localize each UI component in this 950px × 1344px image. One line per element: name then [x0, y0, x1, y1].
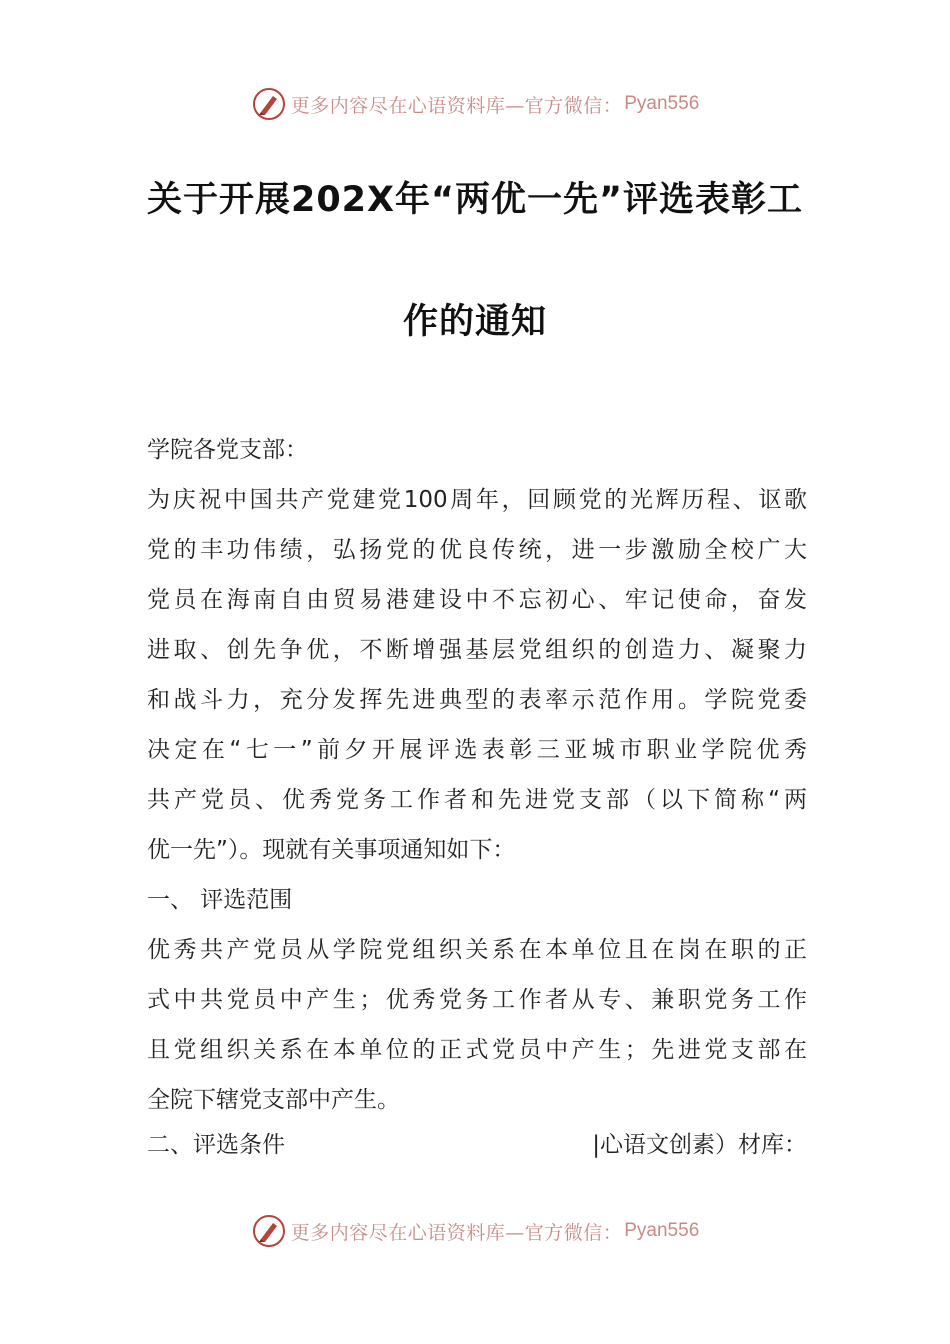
intro-line: 进取、创先争优，不断增强基层党组织的创造力、凝聚力: [147, 637, 807, 663]
salutation: 学院各党支部：: [147, 437, 308, 463]
section-1-line: 全院下辖党支部中产生。: [147, 1087, 400, 1113]
document-title-line-1: 关于开展202X年“两优一先”评选表彰工: [146, 180, 804, 220]
section-1-line: 且党组织关系在本单位的正式党员中产生；先进党支部在: [147, 1037, 807, 1063]
watermark-wechat-id: Pyan556: [624, 93, 700, 114]
intro-line: 和战斗力，充分发挥先进典型的表率示范作用。学院党委: [147, 687, 807, 713]
watermark-text: 更多内容尽在心语资料库—官方微信：: [290, 94, 623, 117]
intro-line: 党的丰功伟绩，弘扬党的优良传统，进一步激励全校广大: [147, 537, 807, 563]
watermark-wechat-id: Pyan556: [624, 1220, 700, 1241]
section-2-heading: 二、评选条件: [147, 1132, 285, 1158]
section-2-overlay-text: |心语文创素）材库：: [592, 1132, 807, 1158]
section-1-line: 优秀共产党员从学院党组织关系在本单位且在岗在职的正: [147, 937, 807, 963]
watermark-header: [0, 82, 950, 126]
pen-logo-icon: [251, 86, 287, 122]
intro-line: 优一先”）。现就有关事项通知如下：: [147, 837, 516, 863]
watermark-footer: [0, 1209, 950, 1253]
watermark-text: 更多内容尽在心语资料库—官方微信：: [290, 1221, 623, 1244]
document-title-line-2: 作的通知: [402, 302, 547, 342]
section-2-heading-row: [147, 1129, 807, 1161]
intro-line: 共产党员、优秀党务工作者和先进党支部（以下简称“两: [147, 787, 807, 813]
intro-line: 党员在海南自由贸易港建设中不忘初心、牢记使命，奋发: [147, 587, 807, 613]
pen-logo-icon: [251, 1213, 287, 1249]
intro-line: 决定在“七一”前夕开展评选表彰三亚城市职业学院优秀: [147, 737, 807, 763]
intro-line: 为庆祝中国共产党建党100周年，回顾党的光辉历程、讴歌: [147, 487, 807, 513]
section-1-line: 式中共党员中产生；优秀党务工作者从专、兼职党务工作: [147, 987, 807, 1013]
section-1-heading: 一、 评选范围: [147, 887, 293, 913]
